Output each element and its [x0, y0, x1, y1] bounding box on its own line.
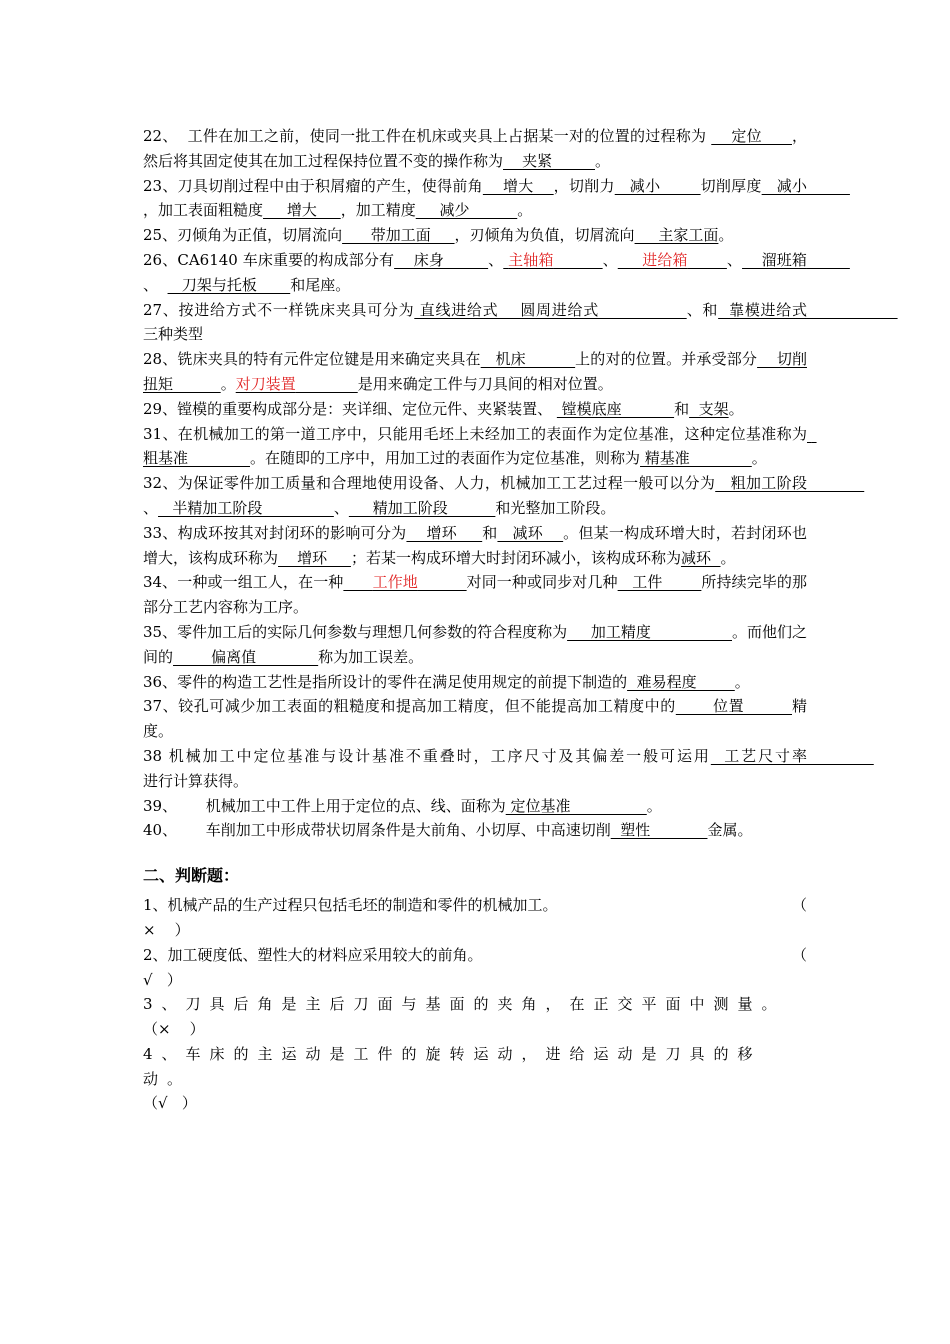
answer-blank — [343, 573, 372, 591]
judge-item — [143, 992, 807, 1042]
question-text: 25、刃倾角为正值，切屑流向 — [143, 226, 343, 245]
question-q34 — [143, 570, 807, 620]
question-text: 35、零件加工后的实际几何参数与理想几何参数的符合程度称为 — [143, 622, 568, 641]
judge-answer: （× ） — [143, 1020, 205, 1039]
question-text: 22、 工件在加工之前，使同一批工件在机床或夹具上占据某一对的位置的过程称为 — [143, 127, 712, 145]
question-text: ，然后将其固定使其在加工过程保持位置不变的操作称为 — [143, 127, 807, 170]
question-text: 23、刀具切削过程中由于积屑瘤的产生，使得前角 — [143, 176, 483, 195]
question-text: ，刃倾角为负值，切屑流向 — [454, 226, 635, 245]
question-text: 和 — [674, 399, 690, 418]
question-text: 37、铰孔可减少加工表面的粗糙度和提高加工精度，但不能提高加工精度中的 — [143, 697, 676, 716]
question-q27 — [143, 298, 898, 348]
question-q23 — [143, 174, 850, 224]
answer-blank: 减环 — [497, 523, 564, 542]
answer-blank: 定位基准 — [505, 796, 647, 815]
question-q29 — [143, 397, 807, 422]
question-text: 31、在机械加工的第一道工序中，只能用毛坯上未经加工的表面作为定位基准，这种定位基准称为 — [143, 424, 807, 443]
judge-statement: 1、机械产品的生产过程只包括毛坯的制造和零件的机械加工。 — [143, 896, 558, 915]
question-text: 、 — [333, 498, 349, 517]
question-text: 精度。 — [143, 697, 808, 741]
question-text: 。 — [718, 226, 734, 245]
judge-statement: 2、加工硬度低、塑性大的材料应采用较大的前角。 — [143, 945, 483, 964]
question-q25 — [143, 223, 807, 248]
question-text: 26、CA6140 车床重要的构成部分有 — [143, 250, 395, 269]
judge-statement: 4、车床的主运动是工件的旋转运动，进给运动是刀具的移动。 — [143, 1044, 762, 1088]
question-text: ，加工精度 — [340, 201, 416, 220]
question-text: 39、 机械加工中工件上用于定位的点、线、面称为 — [143, 796, 506, 815]
answer-blank: 偏离值 — [173, 647, 319, 666]
question-q31 — [143, 422, 817, 472]
answer-blank: 镗模底座 — [556, 399, 675, 418]
question-text: 所持续完毕的那部分工艺内容称为工序。 — [143, 573, 807, 617]
answer-blank: 工件 — [617, 573, 702, 592]
question-text: 、 — [143, 498, 159, 517]
answer-blank: 支架 — [689, 399, 729, 418]
question-text: 32、为保证零件加工质量和合理地使用设备、人力，机械加工工艺过程一般可以分为 — [143, 474, 716, 493]
question-text: 36、零件的构造工艺性是指所设计的零件在满足使用规定的前提下制造的 — [143, 672, 628, 691]
question-text: ，切削力 — [553, 176, 615, 195]
judge-statement: 3、刀具后角是主后刀面与基面的夹角，在正交平面中测量。 — [143, 995, 786, 1014]
answer-blank: 减小 — [761, 176, 850, 195]
answer-blank: 减环 — [680, 548, 721, 567]
answer-blank: 主家工面 — [634, 226, 719, 245]
answer-blank — [554, 251, 603, 269]
question-q22 — [143, 124, 807, 174]
answer-blank: 工艺尺寸率 — [710, 746, 874, 765]
answer-blank: 塑性 — [610, 821, 708, 840]
question-text: 29、镗模的重要构成部分是：夹详细、定位元件、夹紧装置、 — [143, 399, 557, 418]
section-heading-judgement: 二、判断题： — [143, 866, 240, 886]
question-text: 、 — [143, 275, 168, 294]
answer-blank: 增环 — [278, 548, 351, 567]
answer-blank: 减小 — [614, 176, 701, 195]
answer-blank: 靠模进给式 — [718, 300, 898, 319]
answer-blank: 难易程度 — [627, 672, 735, 691]
question-q32 — [143, 471, 865, 521]
judge-answer: （√ ） — [143, 1094, 197, 1113]
question-q35 — [143, 620, 807, 670]
judge-item — [143, 893, 807, 943]
question-q26 — [143, 248, 850, 298]
question-text: 。 — [517, 201, 533, 220]
question-text: 称为加工误差。 — [318, 647, 424, 666]
question-text: 27、按进给方式不一样铣床夹具可分为 — [143, 300, 415, 319]
question-q37 — [143, 694, 807, 744]
question-text: 28、铣床夹具的特有元件定位键是用来确定夹具在 — [143, 350, 481, 369]
question-text: 。 — [220, 374, 236, 393]
question-text: 。 — [734, 672, 750, 691]
question-text: 和尾座。 — [290, 275, 351, 294]
judge-answer: × ） — [143, 920, 190, 939]
answer-blank: 增大 — [482, 176, 554, 195]
answer-blank: 减少 — [415, 201, 518, 220]
judge-item — [143, 943, 807, 993]
question-text: 是用来确定工件与刀具间的相对位置。 — [357, 374, 613, 393]
answer-blank: 床身 — [394, 250, 489, 269]
answer-blank: 粗基准 — [143, 424, 817, 468]
question-text: 进行计算获得。 — [143, 771, 249, 790]
answer-blank: 位置 — [675, 697, 792, 716]
question-q28 — [143, 347, 807, 397]
question-text: 、 — [602, 250, 618, 269]
answer-blank: 加工精度 — [567, 622, 732, 641]
question-text: 。 — [595, 151, 611, 170]
question-text: 。 — [728, 399, 744, 418]
judge-answer: √ ） — [143, 970, 182, 989]
document-page — [143, 124, 898, 1116]
answer-blank: 精基准 — [640, 449, 752, 468]
answer-blank: 增环 — [406, 523, 483, 542]
question-text: 。 — [751, 449, 767, 468]
answer-blank: 进给箱 — [617, 250, 688, 269]
true-false-section — [143, 893, 807, 1116]
answer-blank: 溜班箱 — [742, 250, 850, 269]
answer-blank: 精加工阶段 — [348, 498, 496, 517]
question-text: 切削厚度 — [700, 176, 762, 195]
question-text: 。而他们之间的 — [143, 622, 808, 666]
question-q36 — [143, 670, 807, 695]
answer-blank — [688, 251, 727, 269]
question-q39 — [143, 794, 807, 819]
answer-blank: 增大 — [263, 201, 341, 220]
fill-in-blank-section — [143, 124, 898, 843]
question-text: ；若某一构成环增大时封闭环减小，该构成环称为 — [350, 548, 681, 567]
question-q38 — [143, 744, 874, 794]
question-text: 。 — [646, 796, 662, 815]
question-text: 和 — [482, 523, 498, 542]
question-text: 。在随即的工序中，用加工过的表面作为定位基准，则称为 — [250, 449, 641, 468]
answer-blank: 切削扭矩 — [143, 350, 807, 393]
question-text: 。 — [720, 548, 736, 567]
question-text: 。但某一构成环增大时，若封闭环也增大，该构成环称为 — [143, 523, 807, 567]
answer-blank: 夹紧 — [503, 151, 596, 170]
question-q33 — [143, 521, 807, 571]
question-text: 34、一种或一组工人，在一种 — [143, 573, 344, 592]
answer-blank: 带加工面 — [342, 226, 455, 245]
question-text: 40、 车削加工中形成带状切屑条件是大前角、小切厚、中高速切削 — [143, 821, 611, 840]
answer-paren-open: （ — [791, 945, 807, 964]
answer-blank: 对刀装置 — [235, 374, 296, 393]
question-text: 33、构成环按其对封闭环的影响可分为 — [143, 523, 407, 542]
answer-blank — [296, 375, 358, 393]
question-text: 、和 — [686, 300, 719, 319]
answer-blank: 粗加工阶段 — [715, 474, 865, 493]
question-text: 金属。 — [707, 821, 753, 840]
question-text: 三种类型 — [143, 325, 204, 344]
answer-blank: 定位 — [711, 127, 792, 145]
question-text: ，加工表面粗糙度 — [143, 201, 264, 220]
answer-blank: 刀架与托板 — [167, 275, 291, 294]
question-text: 、 — [488, 250, 504, 269]
question-q40 — [143, 818, 807, 843]
answer-blank — [418, 573, 467, 591]
answer-paren-open: （ — [791, 896, 807, 915]
question-text: 、 — [726, 250, 743, 269]
answer-blank: 机床 — [480, 350, 576, 369]
answer-blank: 半精加工阶段 — [158, 498, 334, 517]
judge-item — [143, 1042, 807, 1116]
question-text: 38 机械加工中定位基准与设计基准不重叠时，工序尺寸及其偏差一般可运用 — [143, 746, 711, 765]
question-text: 对同一种或同步对几种 — [466, 573, 618, 592]
answer-blank: 主轴箱 — [508, 250, 554, 269]
answer-blank: 工作地 — [372, 573, 418, 592]
answer-blank: 直线进给式 圆周进给式 — [414, 300, 687, 319]
question-text: 和光整加工阶段。 — [495, 498, 616, 517]
question-text: 上的对的位置。并承受部分 — [575, 350, 758, 369]
